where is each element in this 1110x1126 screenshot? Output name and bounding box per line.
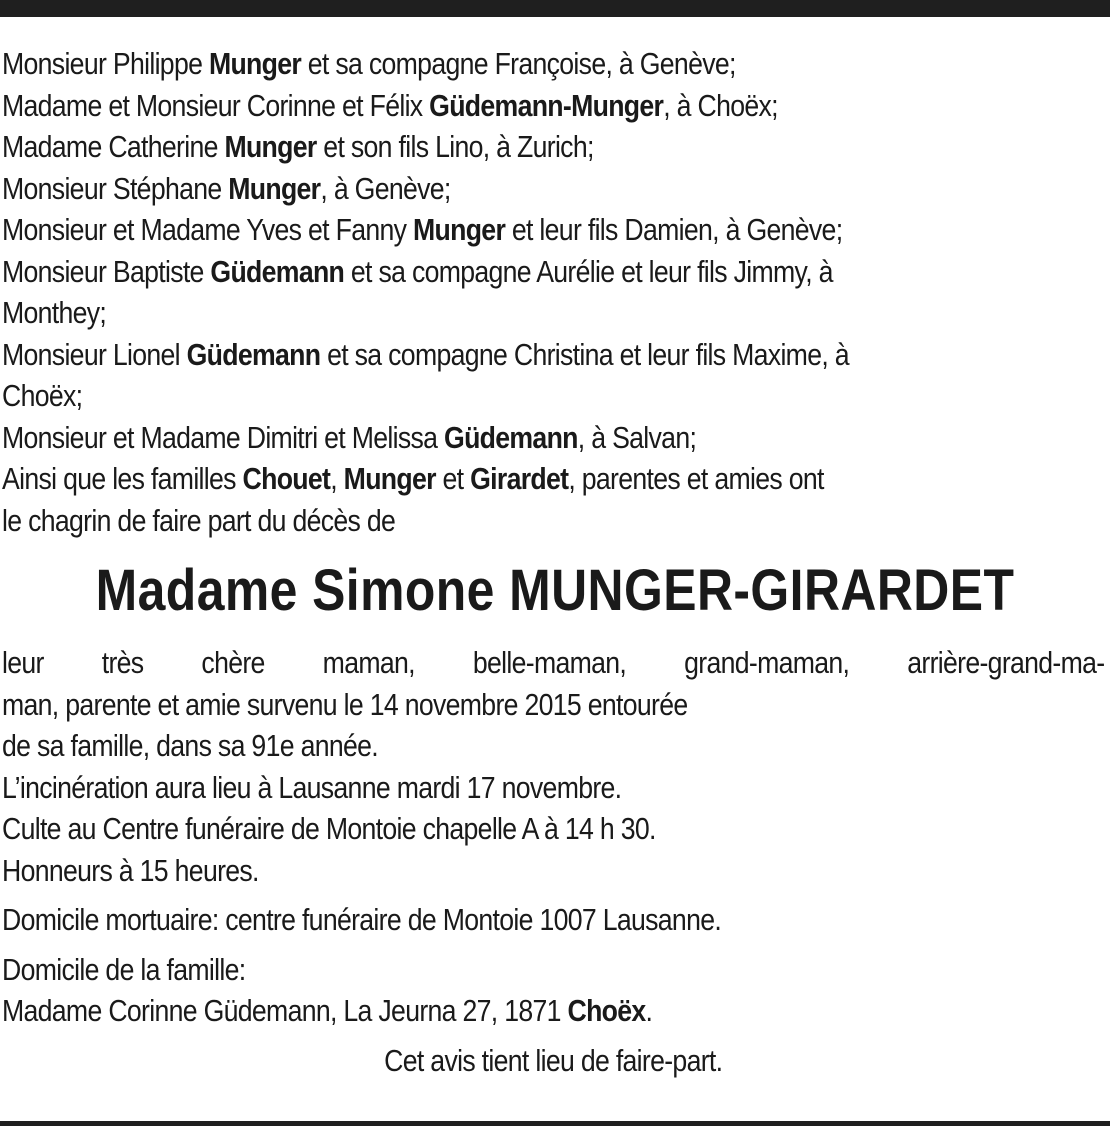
member-surname: Munger: [208, 46, 302, 81]
family-member-line: [2, 43, 951, 85]
family-member-line: [2, 209, 951, 251]
member-text: Monsieur Philippe: [2, 46, 209, 81]
separator: et: [435, 461, 471, 496]
member-text: Madame Catherine: [2, 129, 225, 164]
member-surname: Güdemann-Munger: [429, 87, 664, 123]
member-text: Monsieur Lionel: [2, 336, 187, 372]
description-word: leur: [2, 645, 44, 680]
service-info: Culte au Centre funéraire de Montoie chapelle A à 14 h 30.: [2, 811, 656, 846]
description-line-3: de sa famille, dans sa 91e année.: [2, 728, 378, 763]
mortuary-address: Domicile mortuaire: centre funéraire de Montoie 1007 Lausanne.: [2, 902, 722, 937]
member-surname: Güdemann: [444, 419, 578, 455]
family-member-line: [2, 375, 951, 417]
family-name-girardet: Girardet: [470, 461, 569, 496]
incineration-info: L’incinération aura lieu à Lausanne mardi 17 novembre.: [2, 769, 622, 805]
family-home-label: Domicile de la famille:: [2, 951, 246, 987]
member-text: Choëx;: [2, 378, 83, 413]
family-member-line: [2, 85, 951, 127]
separator: ,: [330, 461, 344, 496]
top-rule: [0, 0, 1110, 17]
family-name-munger: Munger: [343, 461, 436, 496]
address-period: .: [645, 993, 653, 1028]
member-surname: Güdemann: [210, 253, 345, 289]
description-line-1: [2, 642, 1105, 684]
member-text: Monsieur et Madame Yves et Fanny: [2, 212, 413, 247]
family-member-line: [2, 334, 951, 376]
honours-info: Honneurs à 15 heures.: [2, 852, 259, 888]
member-text: , à Genève;: [320, 170, 451, 206]
family-member-line: [2, 292, 951, 334]
member-text: Monsieur Stéphane: [2, 170, 229, 206]
member-text: Monsieur et Madame Dimitri et Melissa: [2, 419, 445, 455]
deceased-name: Madame Simone MUNGER-GIRARDET: [95, 558, 1015, 623]
description-word: belle-maman,: [472, 645, 627, 680]
member-text: et sa compagne Christina et leur fils Maxime, à: [320, 336, 849, 372]
member-surname: Munger: [412, 212, 506, 247]
description-line-2: man, parente et amie survenu le 14 novembre 2015 entourée: [2, 686, 688, 722]
family-member-line: [2, 168, 951, 210]
description-word: très: [101, 645, 144, 680]
family-member-line: [2, 126, 951, 168]
also-prefix: Ainsi que les familles: [2, 461, 243, 496]
bottom-rule: [0, 1121, 1110, 1126]
member-text: et sa compagne Françoise, à Genève;: [301, 46, 736, 81]
description-word: grand-maman,: [684, 645, 850, 680]
family-name-chouet: Chouet: [242, 461, 331, 496]
member-text: Monsieur Baptiste: [2, 253, 211, 289]
announce-line: le chagrin de faire part du décès de: [2, 502, 396, 538]
address-text: Madame Corinne Güdemann, La Jeurna 27, 1871: [2, 993, 568, 1028]
description-word: chère: [201, 645, 265, 680]
also-suffix: , parentes et amies ont: [568, 461, 824, 496]
member-text: , à Choëx;: [663, 87, 778, 123]
member-text: et leur fils Damien, à Genève;: [505, 212, 843, 247]
member-surname: Munger: [228, 170, 321, 206]
member-surname: Güdemann: [186, 336, 321, 372]
family-home-address: [2, 990, 1105, 1032]
also-line: [2, 458, 951, 500]
description-word: arrière-grand-ma-: [907, 645, 1105, 680]
member-text: Madame et Monsieur Corinne et Félix: [2, 87, 430, 123]
family-list: [2, 43, 951, 541]
family-member-line: [2, 417, 951, 459]
family-member-line: [2, 251, 951, 293]
member-text: et sa compagne Aurélie et leur fils Jimmy, à: [344, 253, 833, 289]
address-town: Choëx: [567, 993, 646, 1028]
member-surname: Munger: [224, 129, 317, 164]
member-text: et son fils Lino, à Zurich;: [316, 129, 594, 164]
closing-note: Cet avis tient lieu de faire-part.: [384, 1042, 723, 1078]
member-text: , à Salvan;: [577, 419, 697, 455]
description-word: maman,: [322, 645, 415, 680]
member-text: Monthey;: [2, 295, 107, 330]
notice-body: [2, 642, 1105, 1081]
